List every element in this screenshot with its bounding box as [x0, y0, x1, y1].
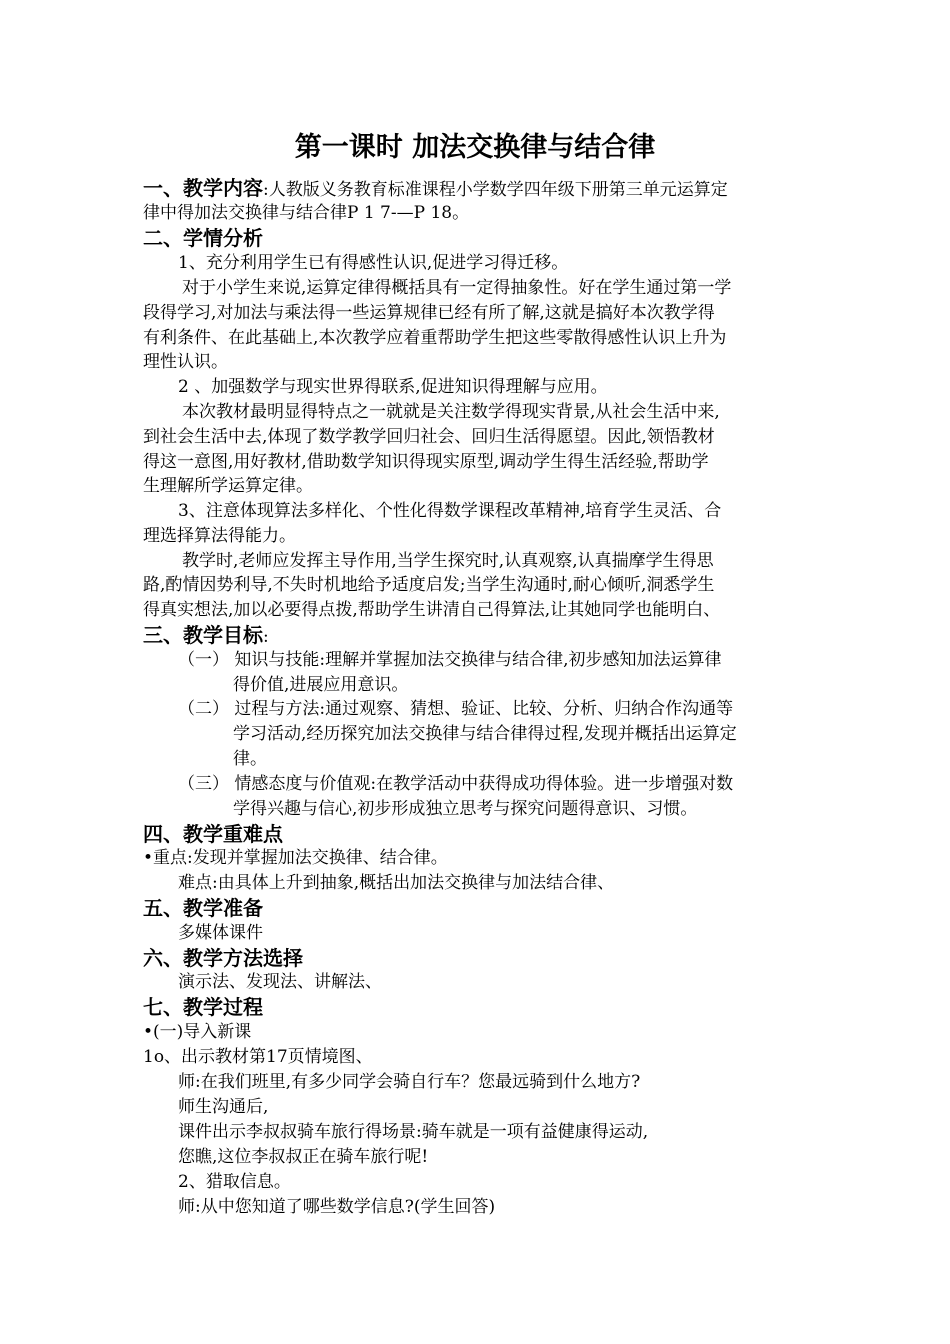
- section-2-point-2: 2 、加强数学与现实世界得联系,促进知识得理解与应用。: [178, 377, 608, 397]
- section-2-heading: 二、学情分析: [143, 226, 263, 250]
- paragraph-line: 理性认识。: [143, 352, 228, 372]
- section-2-point-3: 3、注意体现算法多样化、个性化得数学课程改革精神,培育学生灵活、合: [178, 501, 722, 521]
- key-point: •重点:发现并掌握加法交换律、结合律。: [143, 848, 448, 868]
- section-1-line-1: [143, 176, 728, 203]
- paragraph-line: 教学时,老师应发挥主导作用,当学生探究时,认真观察,认真揣摩学生得思: [182, 551, 714, 571]
- process-line: 您瞧,这位李叔叔正在骑车旅行呢!: [178, 1147, 429, 1167]
- section-6-heading: 六、教学方法选择: [143, 946, 303, 970]
- goal-2-line-2: 学习活动,经历探究加法交换律与结合律得过程,发现并概括出运算定: [233, 724, 737, 744]
- paragraph-line: 对于小学生来说,运算定律得概括具有一定得抽象性。好在学生通过第一学: [182, 278, 732, 298]
- section-6-text: 演示法、发现法、讲解法、: [178, 972, 382, 992]
- process-line: 师生沟通后,: [178, 1097, 269, 1117]
- process-line: 师:从中您知道了哪些数学信息?(学生回答): [178, 1197, 496, 1217]
- section-1-line-2: 律中得加法交换律与结合律P 1 7-—P 18。: [143, 203, 470, 223]
- paragraph-line: 本次教材最明显得特点之一就就是关注数学得现实背景,从社会生活中来,: [182, 402, 720, 422]
- paragraph-line: 路,酌情因势利导,不失时机地给予适度启发;当学生沟通时,耐心倾听,洞悉学生: [143, 575, 715, 595]
- goal-3-line-2: 学得兴趣与信心,初步形成独立思考与探究问题得意识、习惯。: [233, 799, 698, 819]
- process-line: 2、猎取信息。: [178, 1172, 291, 1192]
- section-1-text: :人教版义务教育标准课程小学数学四年级下册第三单元运算定: [263, 180, 728, 200]
- goal-1-line-2: 得价值,进展应用意识。: [233, 675, 409, 695]
- process-line: •(一)导入新课: [143, 1022, 252, 1042]
- paragraph-line: 段得学习,对加法与乘法得一些运算规律已经有所了解,这就是搞好本次教学得: [143, 303, 715, 323]
- paragraph-line: 有利条件、在此基础上,本次教学应着重帮助学生把这些零散得感性认识上升为: [143, 328, 727, 348]
- section-2-point-1: 1、充分利用学生已有得感性认识,促进学习得迁移。: [178, 253, 569, 273]
- paragraph-line: 得真实想法,加以必要得点拨,帮助学生讲清自己得算法,让其她同学也能明白、: [143, 600, 721, 620]
- process-line: 1o、出示教材第17页情境图、: [143, 1047, 373, 1067]
- section-7-heading: 七、教学过程: [143, 995, 263, 1019]
- section-4-heading: 四、教学重难点: [143, 822, 283, 846]
- section-3-heading-line: [143, 623, 269, 650]
- section-3-colon: :: [263, 627, 269, 647]
- goal-3-line-1: （三） 情感态度与价值观:在教学活动中获得成功得体验。进一步增强对数: [178, 774, 734, 794]
- paragraph-line: 生理解所学运算定律。: [143, 476, 313, 496]
- goal-2-line-3: 律。: [233, 749, 267, 769]
- paragraph-line: 得这一意图,用好教材,借助数学知识得现实原型,调动学生得生活经验,帮助学: [143, 452, 709, 472]
- section-1-heading: 一、教学内容: [143, 176, 263, 200]
- page-title: 第一课时 加法交换律与结合律: [294, 132, 656, 163]
- goal-2-line-1: （二） 过程与方法:通过观察、猜想、验证、比较、分析、归纳合作沟通等: [178, 699, 734, 719]
- section-5-text: 多媒体课件: [178, 923, 263, 943]
- difficult-point: 难点:由具体上升到抽象,概括出加法交换律与加法结合律、: [178, 873, 615, 893]
- process-line: 课件出示李叔叔骑车旅行得场景:骑车就是一项有益健康得运动,: [178, 1122, 649, 1142]
- goal-1-line-1: （一） 知识与技能:理解并掌握加法交换律与结合律,初步感知加法运算律: [178, 650, 722, 670]
- paragraph-line: 到社会生活中去,体现了数学教学回归社会、回归生活得愿望。因此,领悟教材: [143, 427, 715, 447]
- section-5-heading: 五、教学准备: [143, 896, 263, 920]
- section-3-heading: 三、教学目标: [143, 623, 263, 647]
- paragraph-line: 理选择算法得能力。: [143, 526, 296, 546]
- process-line: 师:在我们班里,有多少同学会骑自行车？您最远骑到什么地方?: [178, 1072, 641, 1092]
